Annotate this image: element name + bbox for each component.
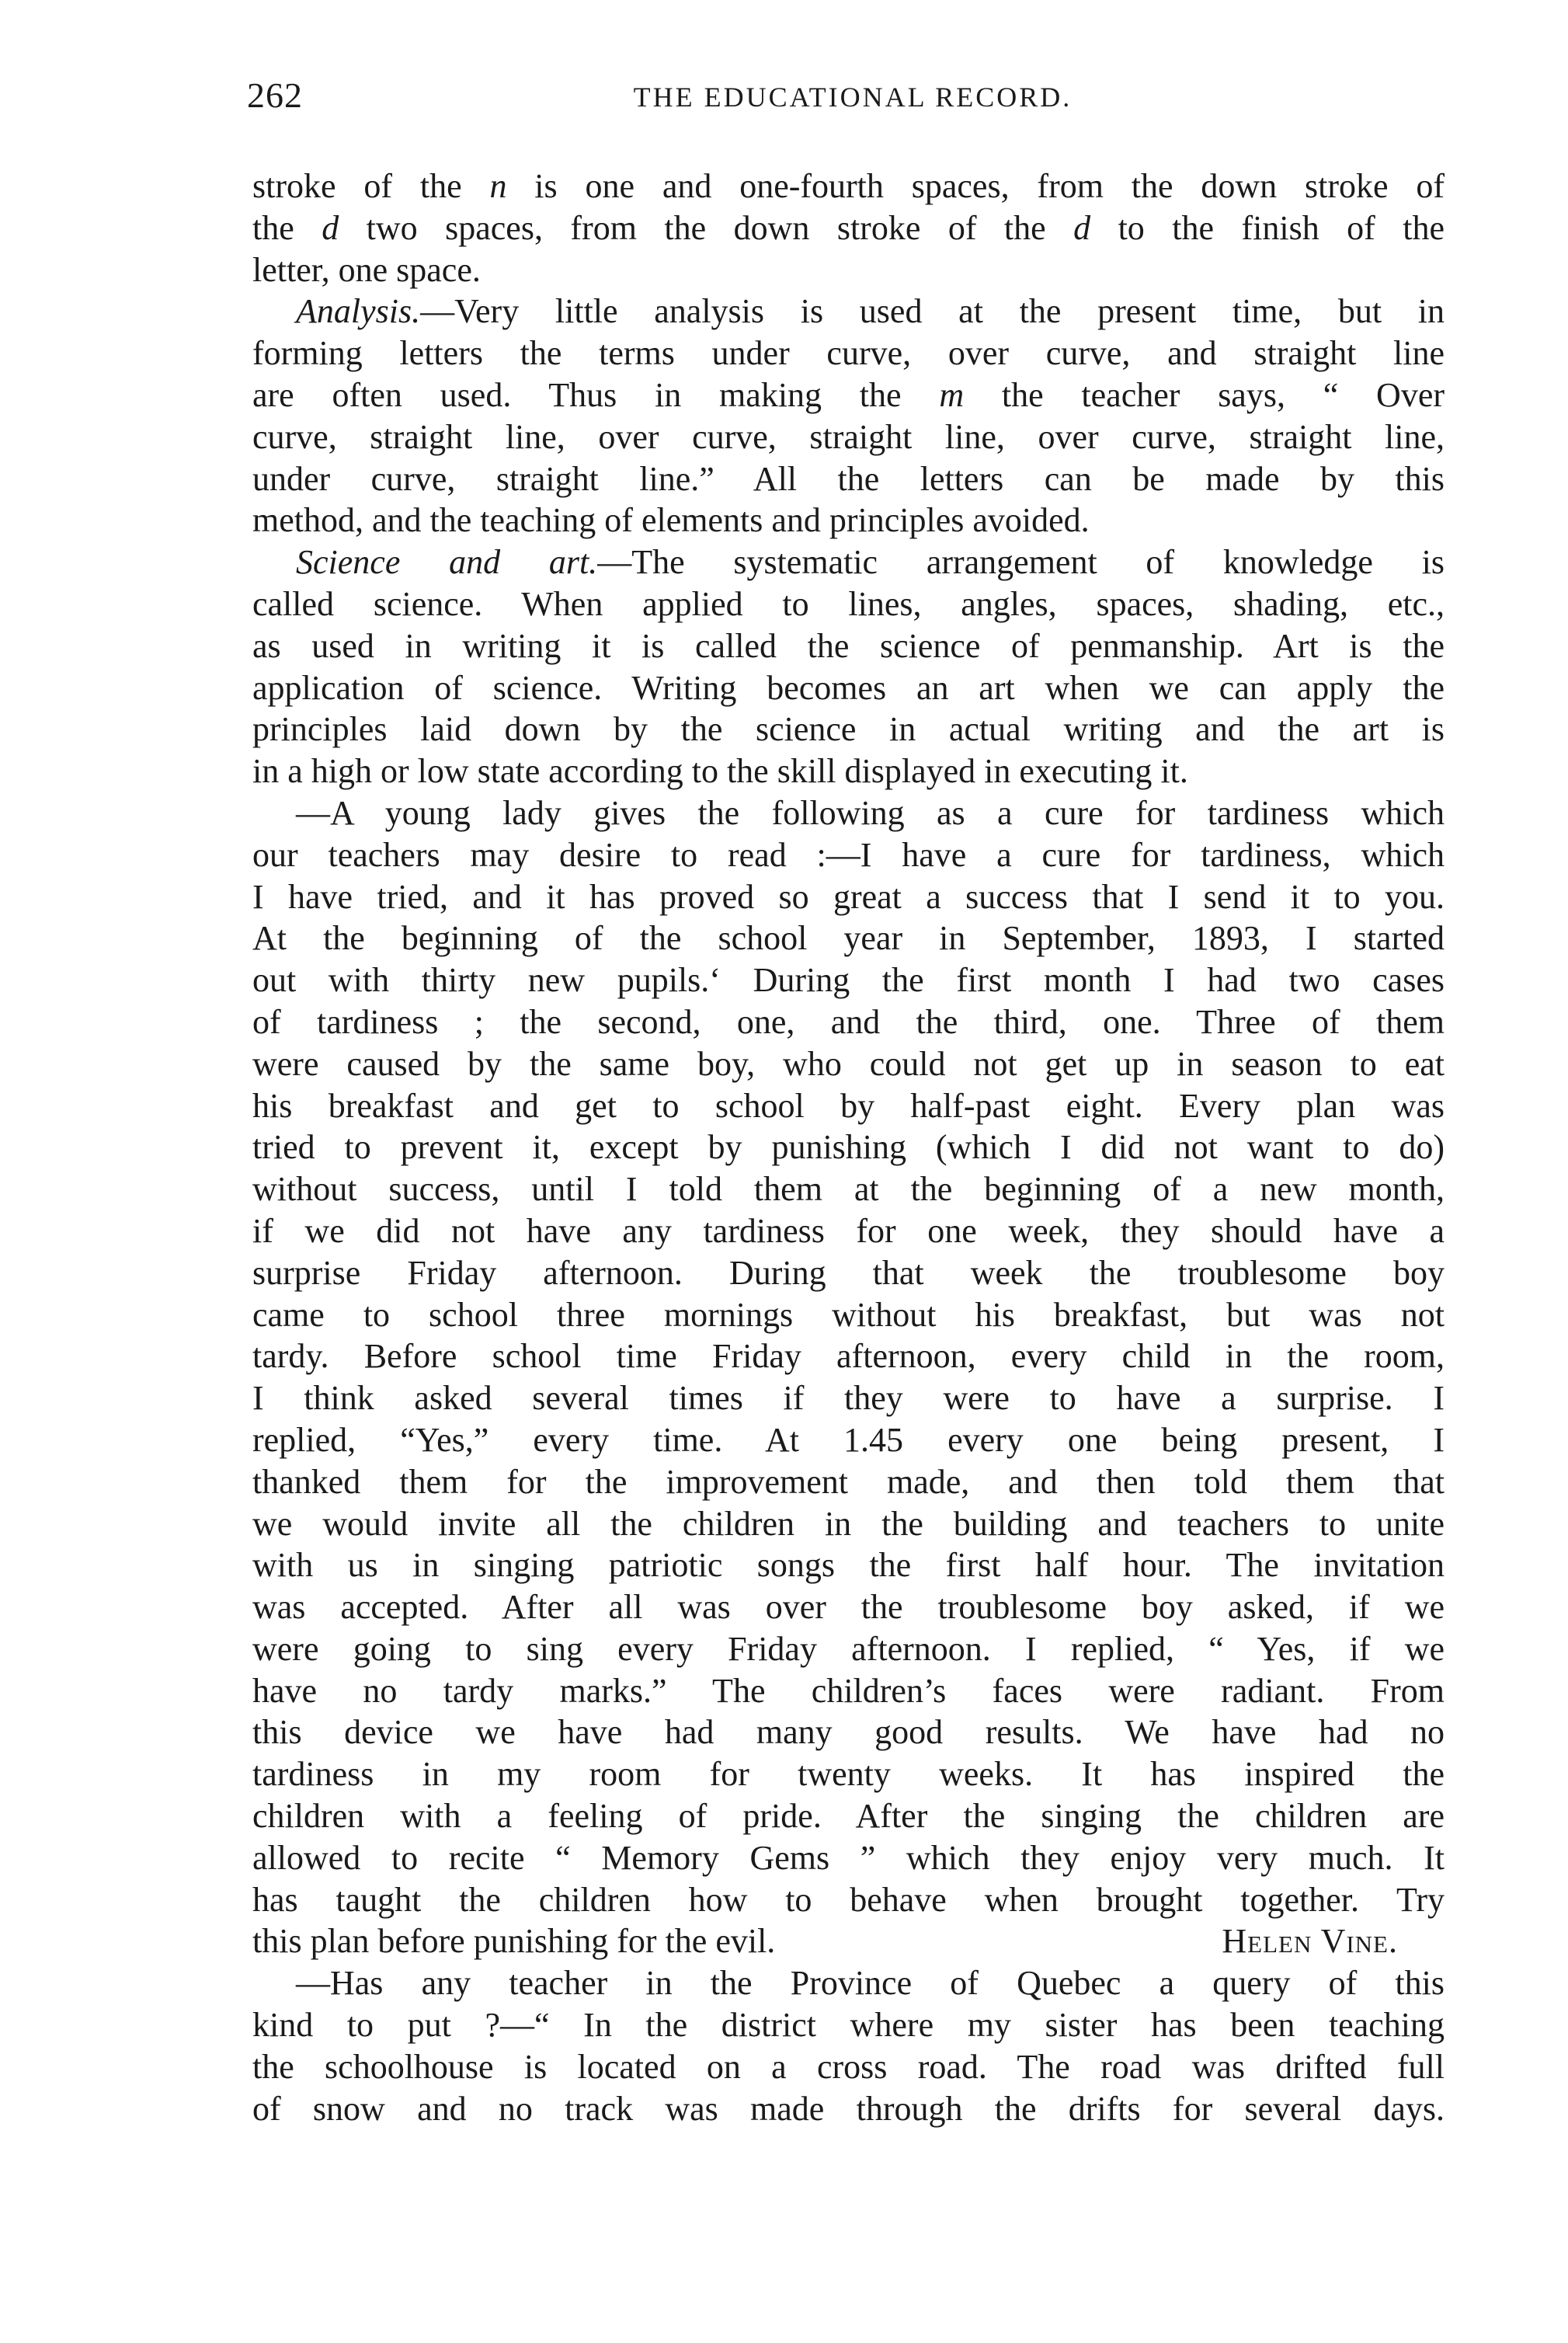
text-line-13: application of science. Writing becomes an art when we can apply the bbox=[252, 668, 1445, 707]
text-line-16: —A young lady gives the following as a cure for tardiness which bbox=[296, 793, 1445, 832]
body-text bbox=[252, 165, 1445, 2129]
text-line-41: allowed to recite “ Memory Gems ” which they enjoy very much. It bbox=[252, 1838, 1445, 1877]
text-line-10: Science and art.—The systematic arrangement of knowledge is bbox=[296, 543, 1445, 582]
text-line-32: thanked them for the improvement made, and then told them that bbox=[252, 1462, 1445, 1501]
text-line-47: of snow and no track was made through the drifts for several days. bbox=[252, 2089, 1445, 2128]
text-line-31: replied, “Yes,” every time. At 1.45 every one being present, I bbox=[252, 1420, 1445, 1459]
text-line-4: Analysis.—Very little analysis is used at the present time, but in bbox=[296, 292, 1445, 331]
text-line-26: if we did not have any tardiness for one week, they should have a bbox=[252, 1211, 1445, 1250]
text-line-22: were caused by the same boy, who could not get up in season to eat bbox=[252, 1044, 1445, 1083]
page-number: 262 bbox=[247, 75, 303, 115]
text-line-19: At the beginning of the school year in September, 1893, I started bbox=[252, 919, 1445, 958]
text-line-36: were going to sing every Friday afternoon. I replied, “ Yes, if we bbox=[252, 1629, 1445, 1668]
text-line-29: tardy. Before school time Friday afternoon, every child in the room, bbox=[252, 1337, 1445, 1376]
text-line-6: are often used. Thus in making the m the teacher says, “ Over bbox=[252, 375, 1445, 414]
text-line-43 bbox=[252, 1920, 1445, 1962]
text-line-9: method, and the teaching of elements and principles avoided. bbox=[252, 501, 1090, 540]
text-line-28: came to school three mornings without his breakfast, but was not bbox=[252, 1295, 1445, 1334]
running-head bbox=[247, 75, 1458, 121]
running-title: THE EDUCATIONAL RECORD. bbox=[633, 82, 1073, 113]
text-line-35: was accepted. After all was over the troublesome boy asked, if we bbox=[252, 1588, 1445, 1627]
text-line-17: our teachers may desire to read :—I have a cure for tardiness, which bbox=[252, 835, 1445, 874]
text-line-3: letter, one space. bbox=[252, 250, 481, 289]
text-line-33: we would invite all the children in the building and teachers to unite bbox=[252, 1504, 1445, 1543]
text-line-37: have no tardy marks.” The children’s faces were radiant. From bbox=[252, 1671, 1445, 1710]
text-line-15: in a high or low state according to the skill displayed in executing it. bbox=[252, 752, 1188, 791]
inline-letter-d-2: d bbox=[1073, 208, 1091, 247]
text-line-11: called science. When applied to lines, angles, spaces, shading, etc., bbox=[252, 584, 1445, 623]
text-line-21: of tardiness ; the second, one, and the third, one. Three of them bbox=[252, 1002, 1445, 1041]
text-line-18: I have tried, and it has proved so great a success that I send it to you. bbox=[252, 877, 1445, 916]
inline-letter-n: n bbox=[489, 167, 507, 205]
text-line-34: with us in singing patriotic songs the first half hour. The invitation bbox=[252, 1546, 1445, 1585]
text-line-40: children with a feeling of pride. After the singing the children are bbox=[252, 1797, 1445, 1836]
text-line-1: stroke of the n is one and one-fourth spaces, from the down stroke of bbox=[252, 167, 1445, 205]
text-line-12: as used in writing it is called the science of penmanship. Art is the bbox=[252, 626, 1445, 665]
text-line-39: tardiness in my room for twenty weeks. It has inspired the bbox=[252, 1755, 1445, 1794]
text-line-24: tried to prevent it, except by punishing (which I did not want to do) bbox=[252, 1128, 1445, 1167]
text-line-46: the schoolhouse is located on a cross road. The road was drifted full bbox=[252, 2047, 1445, 2086]
analysis-heading: Analysis. bbox=[296, 292, 421, 331]
text-line-8: under curve, straight line.” All the letters can be made by this bbox=[252, 459, 1445, 498]
text-line-23: his breakfast and get to school by half-past eight. Every plan was bbox=[252, 1086, 1445, 1125]
inline-letter-d: d bbox=[322, 208, 339, 247]
text-line-45: kind to put ?—“ In the district where my sister has been teaching bbox=[252, 2006, 1445, 2045]
text-line-42: has taught the children how to behave when brought together. Try bbox=[252, 1880, 1445, 1919]
text-line-20: out with thirty new pupils.‘ During the first month I had two cases bbox=[252, 961, 1445, 1000]
text-line-25: without success, until I told them at the beginning of a new month, bbox=[252, 1170, 1445, 1209]
text-line-5: forming letters the terms under curve, over curve, and straight line bbox=[252, 334, 1445, 373]
text-line-44: —Has any teacher in the Province of Quebec a query of this bbox=[296, 1964, 1445, 2003]
closing-sentence: this plan before punishing for the evil. bbox=[252, 1922, 776, 1961]
science-heading: Science and art. bbox=[296, 543, 598, 582]
text-line-27: surprise Friday afternoon. During that week the troublesome boy bbox=[252, 1253, 1445, 1292]
signature: Helen Vine. bbox=[1222, 1922, 1398, 1961]
text-line-30: I think asked several times if they were to have a surprise. I bbox=[252, 1379, 1445, 1418]
text-line-38: this device we have had many good results. We have had no bbox=[252, 1713, 1445, 1752]
text-line-7: curve, straight line, over curve, straight line, over curve, straight line, bbox=[252, 417, 1445, 456]
text-line-14: principles laid down by the science in actual writing and the art is bbox=[252, 710, 1445, 749]
text-line-2: the d two spaces, from the down stroke of the d to the finish of the bbox=[252, 208, 1445, 247]
inline-letter-m: m bbox=[939, 375, 965, 414]
